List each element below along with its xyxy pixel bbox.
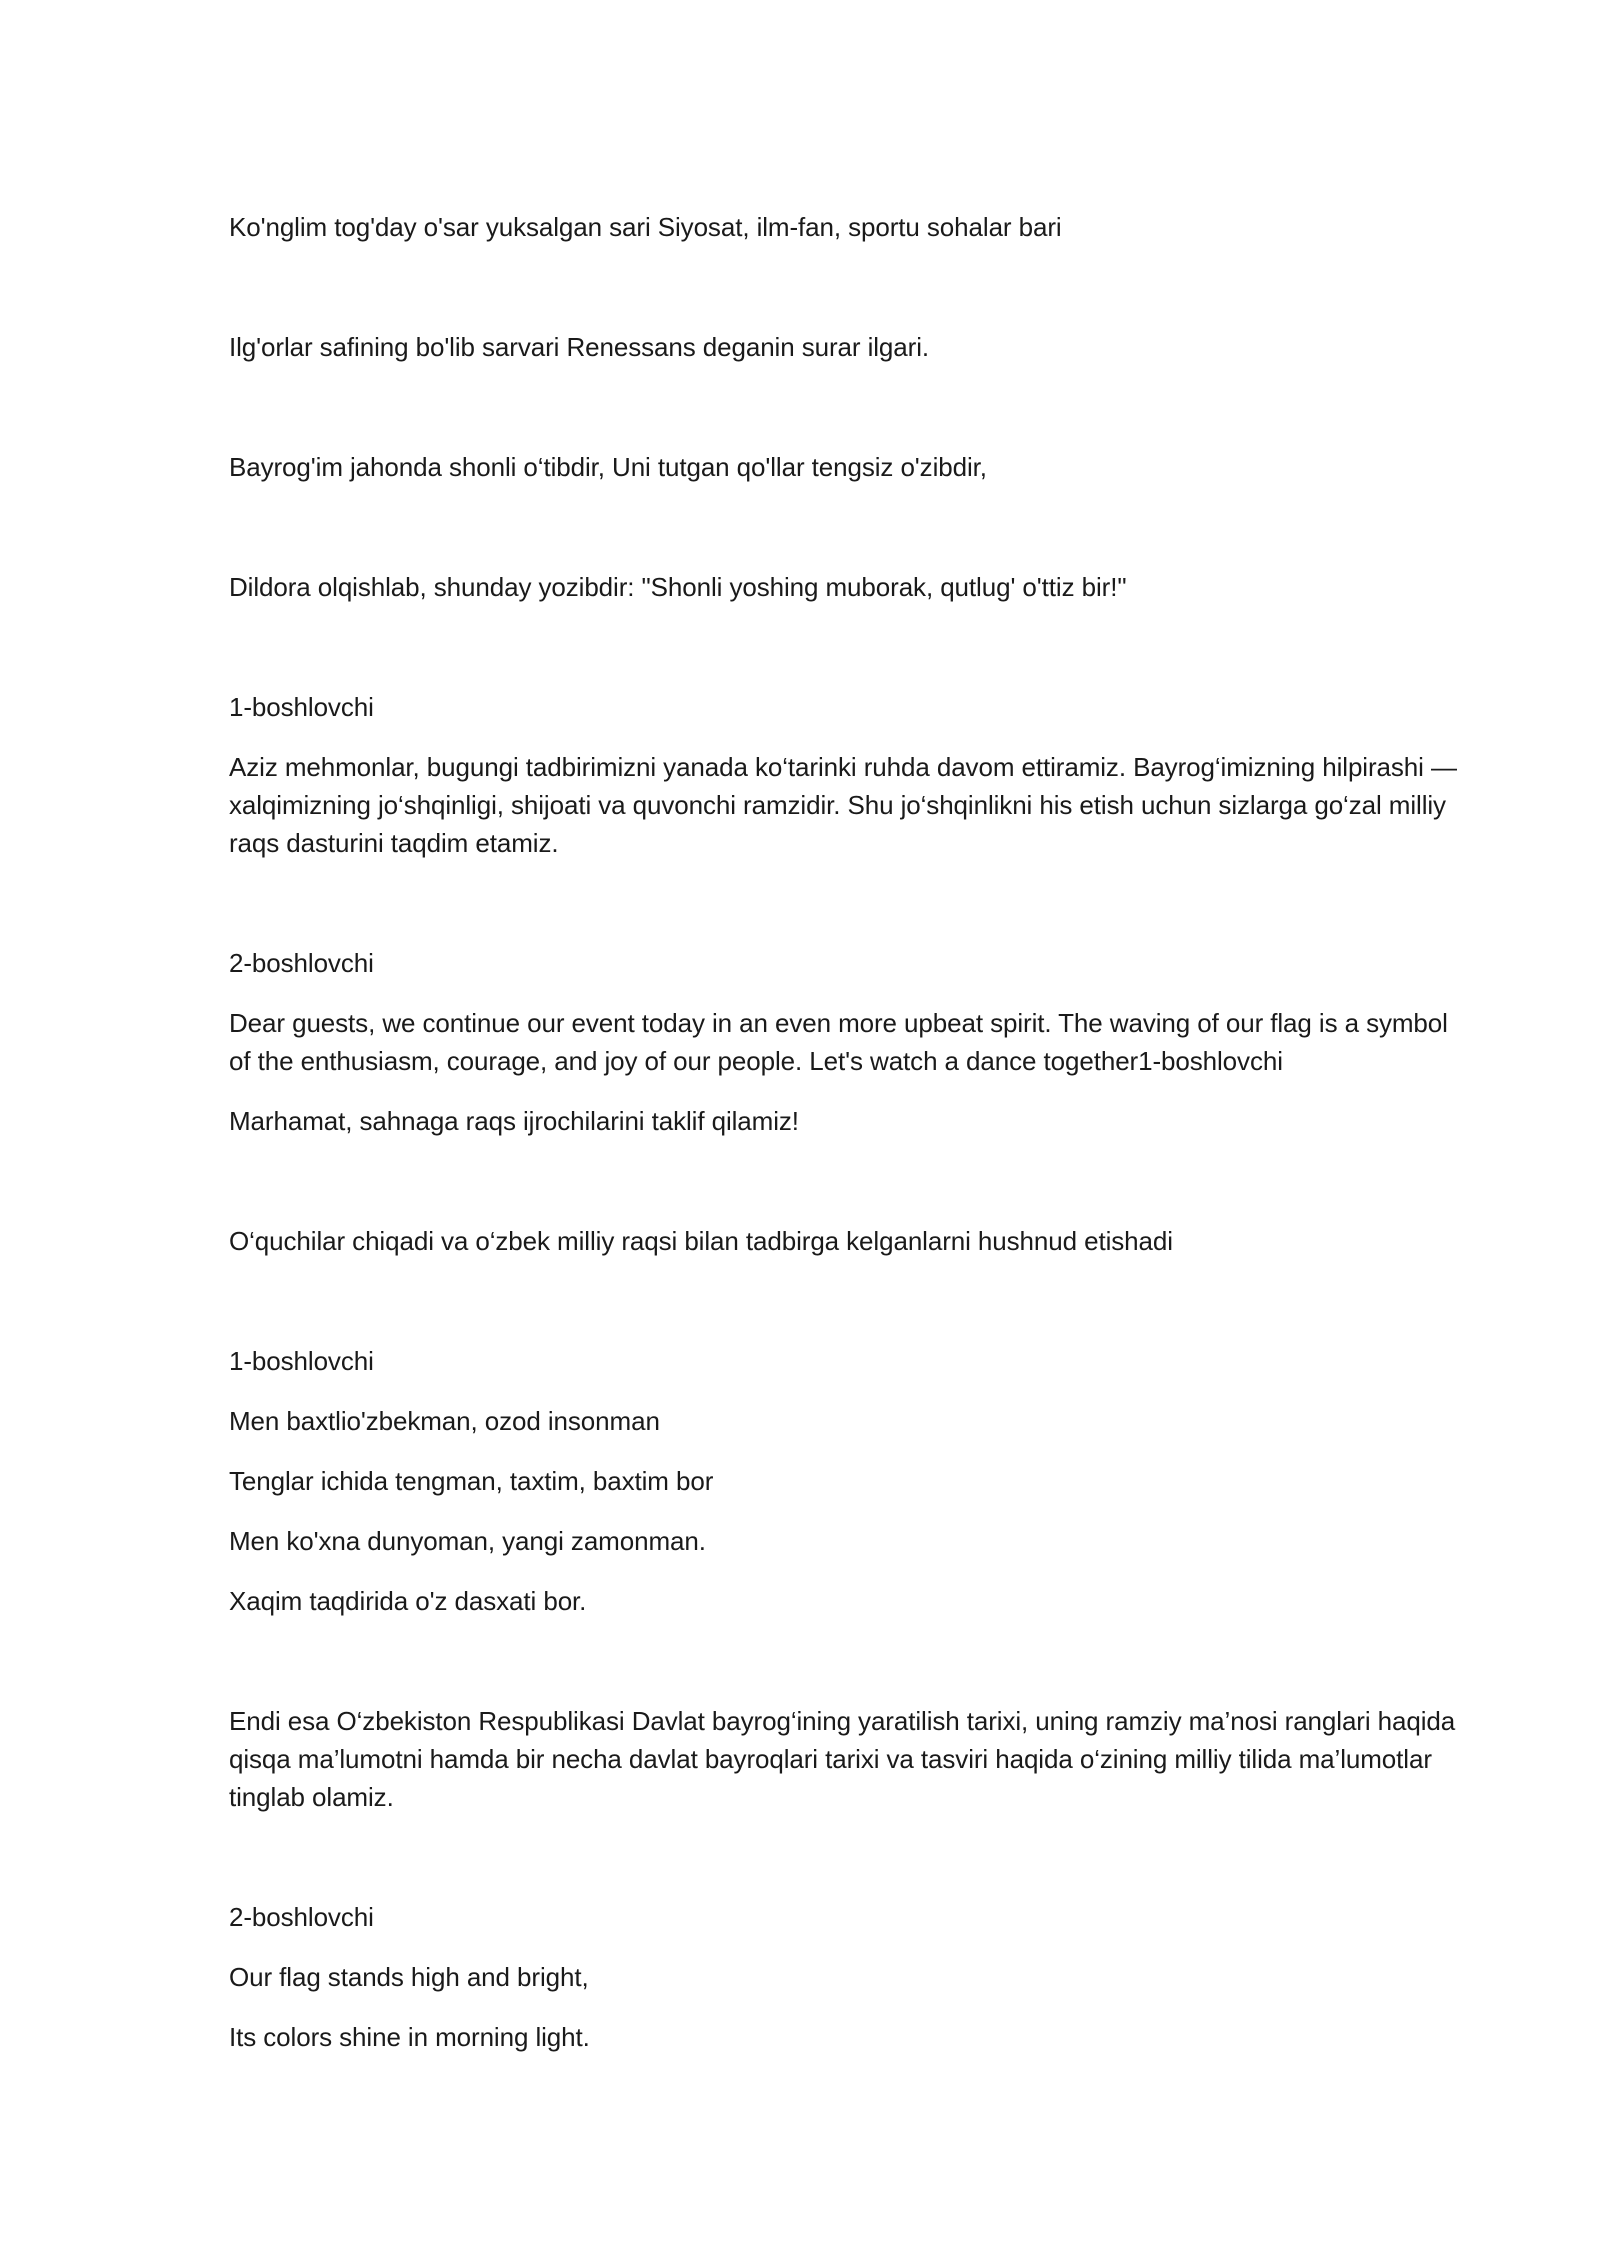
verse-line: Men ko'xna dunyoman, yangi zamonman.: [229, 1526, 706, 1556]
verse-line: Its colors shine in morning light.: [229, 2022, 590, 2052]
document-body: [229, 208, 1459, 2056]
verse-line: Ilg'orlar safining bo'lib sarvari Renessans deganin surar ilgari.: [229, 332, 930, 362]
verse-line: Bayrog'im jahonda shonli o‘tibdir, Uni tutgan qo'llar tengsiz o'zibdir,: [229, 452, 987, 482]
speaker-label: 1-boshlovchi: [229, 1346, 374, 1376]
verse-line: Men baxtlio'zbekman, ozod insonman: [229, 1406, 660, 1436]
speech-paragraph: Endi esa O‘zbekiston Respublikasi Davlat bayrog‘ining yaratilish tarixi, uning ramziy ma’nosi ranglari haqida qisqa ma’lumotni hamda bir necha davlat bayroqlari tarixi va tasviri haqida o‘zining milliy tilida ma’lumotlar tinglab olamiz.: [229, 1706, 1456, 1812]
speech-paragraph: Dear guests, we continue our event today in an even more upbeat spirit. The waving of our flag is a symbol of the enthusiasm, courage, and joy of our people. Let's watch a dance together1-boshlovchi: [229, 1008, 1448, 1076]
speech-paragraph: Aziz mehmonlar, bugungi tadbirimizni yanada ko‘tarinki ruhda davom ettiramiz. Bayrog‘imizning hilpirashi — xalqimizning jo‘shqinligi, shijoati va quvonchi ramzidir. Shu jo‘shqinlikni his etish uchun sizlarga go‘zal milliy raqs dasturini taqdim etamiz.: [229, 752, 1457, 858]
verse-line: Ko'nglim tog'day o'sar yuksalgan sari Siyosat, ilm-fan, sportu sohalar bari: [229, 212, 1062, 242]
speaker-label: 2-boshlovchi: [229, 1902, 374, 1932]
speech-paragraph: Marhamat, sahnaga raqs ijrochilarini taklif qilamiz!: [229, 1106, 799, 1136]
stage-direction: O‘quchilar chiqadi va o‘zbek milliy raqsi bilan tadbirga kelganlarni hushnud etishadi: [229, 1226, 1173, 1256]
verse-line: Tenglar ichida tengman, taxtim, baxtim bor: [229, 1466, 714, 1496]
speaker-label: 2-boshlovchi: [229, 948, 374, 978]
verse-line: Xaqim taqdirida o'z dasxati bor.: [229, 1586, 587, 1616]
speaker-label: 1-boshlovchi: [229, 692, 374, 722]
verse-line: Our flag stands high and bright,: [229, 1962, 589, 1992]
verse-line: Dildora olqishlab, shunday yozibdir: "Shonli yoshing muborak, qutlug' o'ttiz bir!": [229, 572, 1127, 602]
